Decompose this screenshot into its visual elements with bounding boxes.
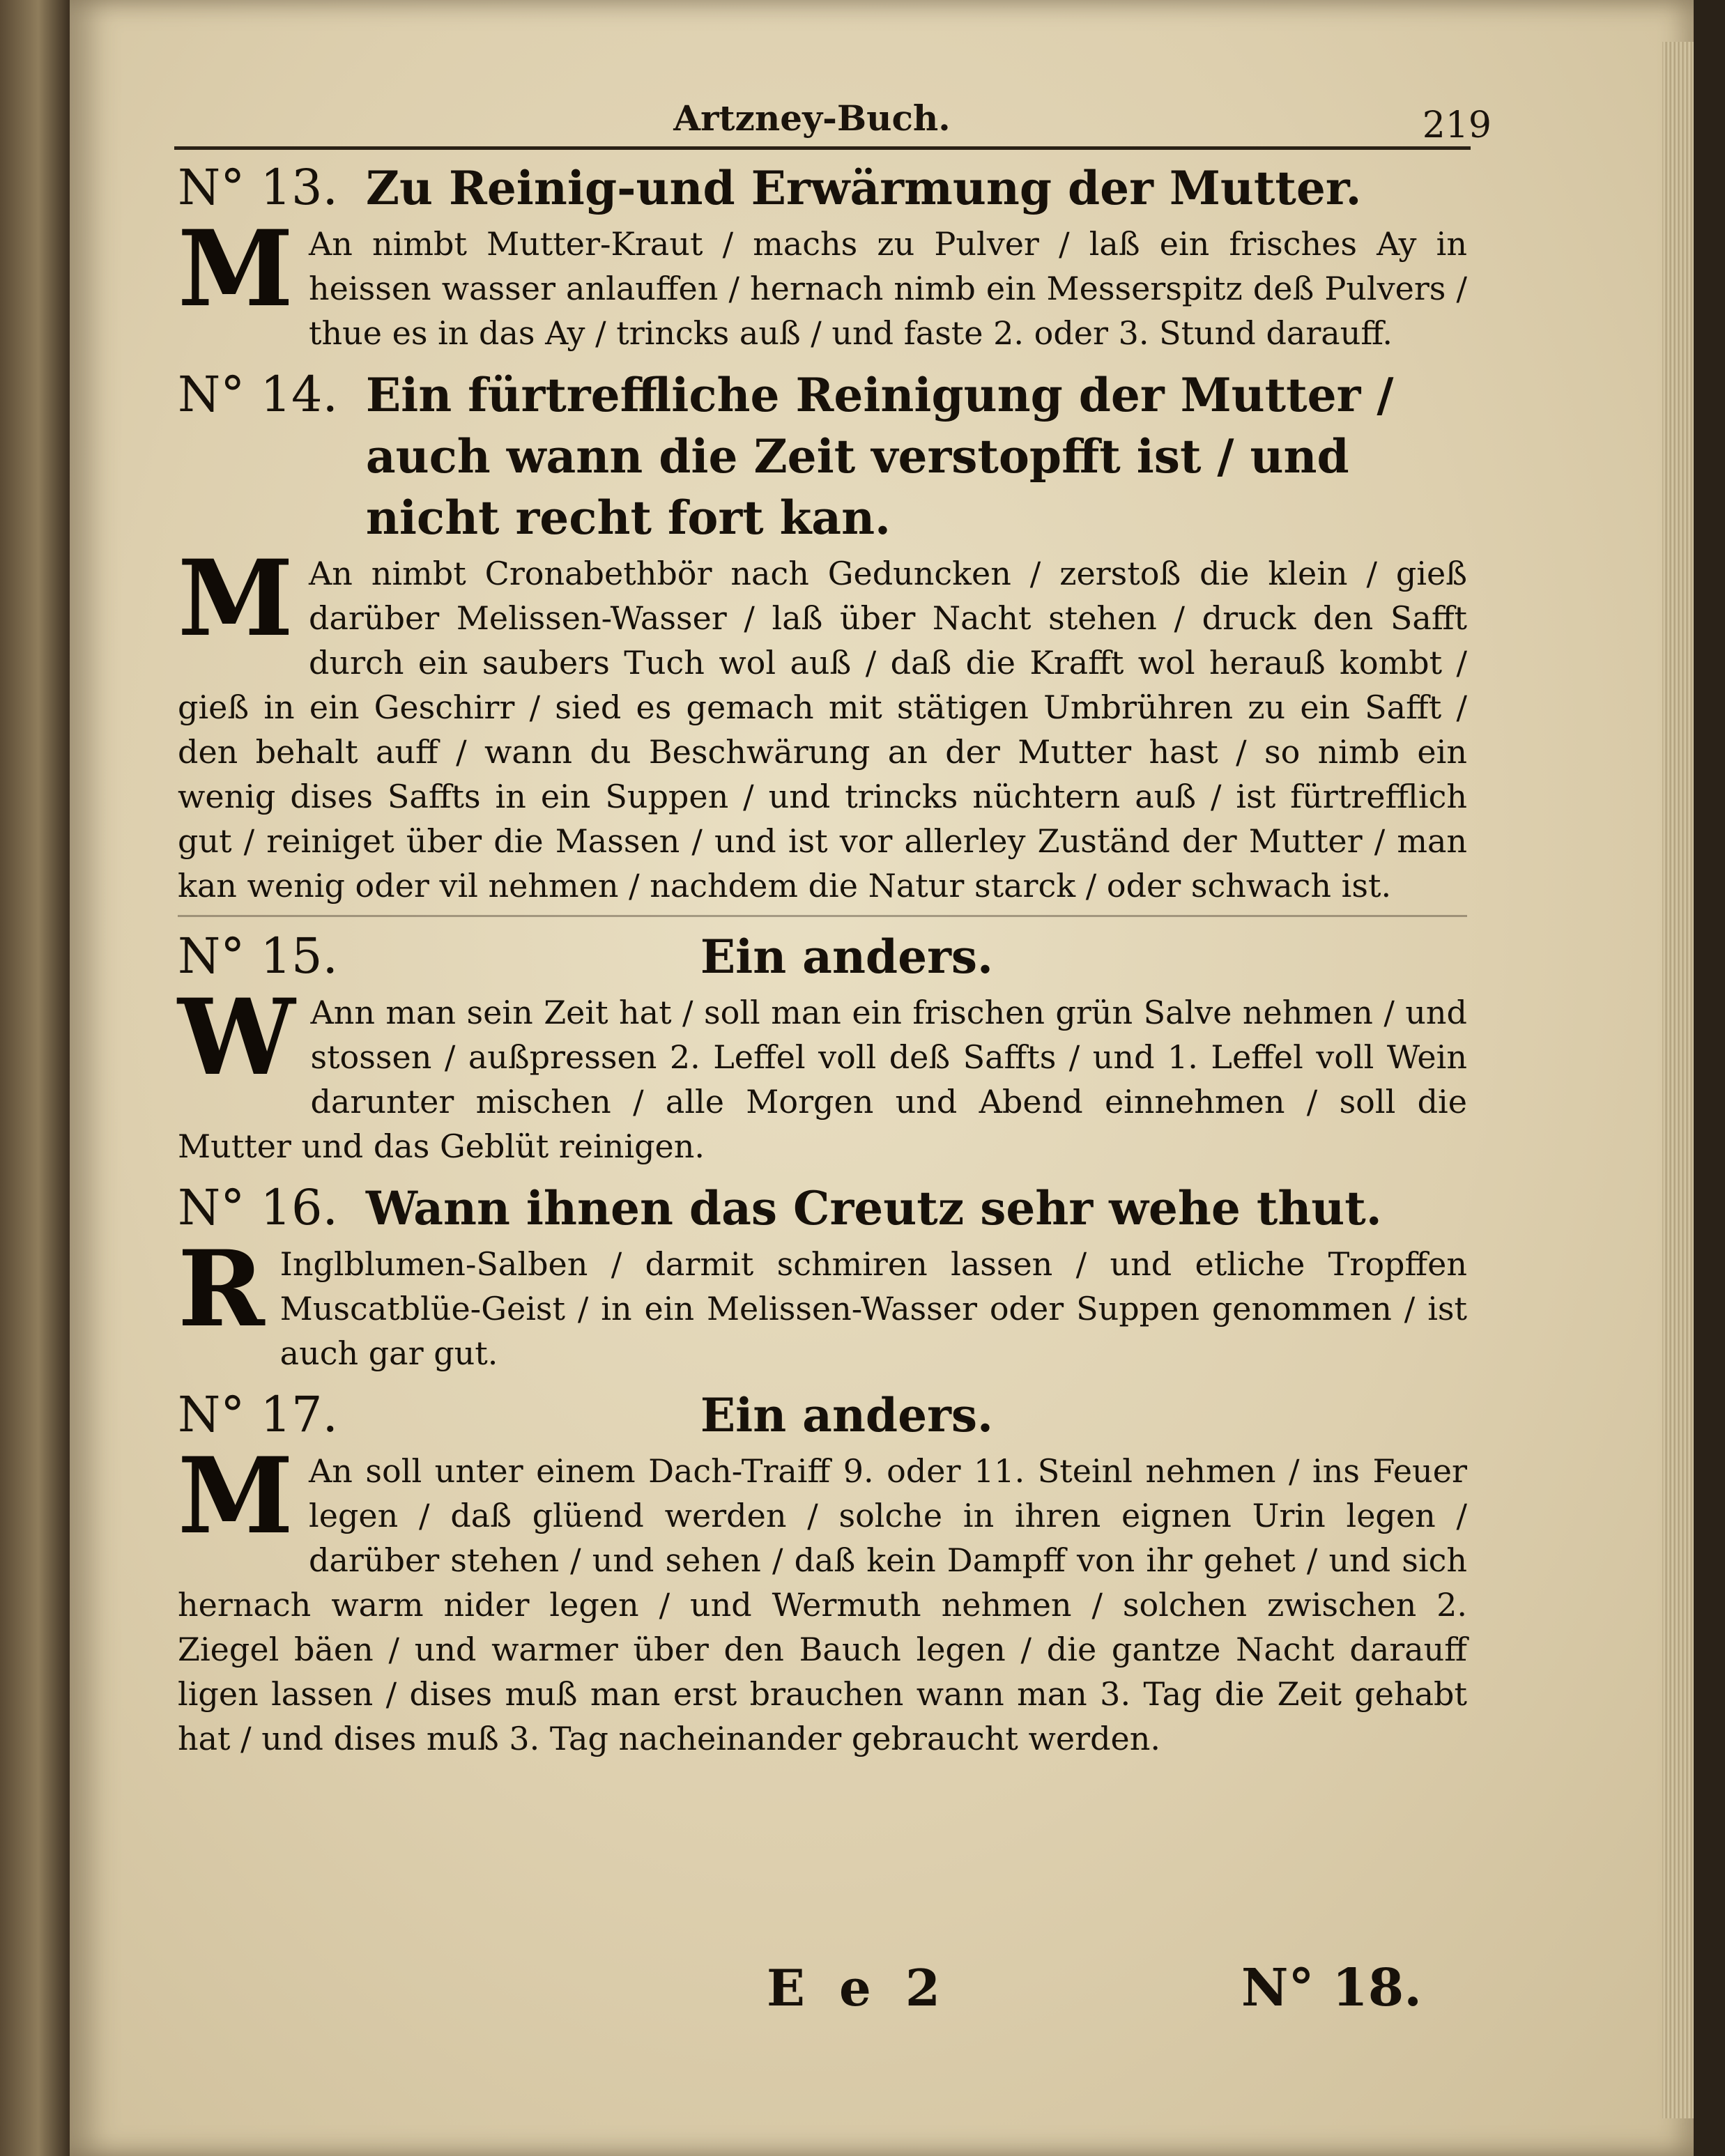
recipe-number: N° 16. [178,1179,338,1236]
recipe-text [178,1435,1467,1761]
catchword: N° 18. [1241,1958,1422,2018]
recipe-17 [178,1384,1467,1761]
page-content [178,157,1467,1982]
left-page-edge [0,0,70,2156]
recipe-number: N° 15. [178,927,338,985]
recipe-14 [178,364,1467,917]
drop-cap: M [178,1435,294,1557]
recipe-body: An soll unter einem Dach-Traiff 9. oder 11. Steinl nehmen / ins Feuer legen / daß glüend werden / solche in ihren eignen Urin legen / darüber stehen / und sehen / daß kein Dampff von ihr gehet / und sich hernach warm nider legen / und Wermuth nehmen / solchen zwischen 2. Ziegel bäen / und warmer über den Bauch legen / die gantze Nacht darauff ligen lassen / dises muß man erst brauchen wann man 3. Tag die Zeit gehabt hat / und dises muß 3. Tag nacheinander gebraucht werden. [178,1452,1467,1757]
header-rule [174,146,1471,150]
recipe-title: Ein anders. [700,1388,993,1442]
recipe-body: Ann man sein Zeit hat / soll man ein frischen grün Salve nehmen / und stossen / außpressen 2. Leffel voll deß Saffts / und 1. Leffel voll Wein darunter mischen / alle Morgen und Abend einnehmen / soll die Mutter und das Geblüt reinigen. [178,994,1467,1165]
section-divider [178,915,1467,917]
recipe-text [178,1228,1467,1376]
drop-cap: R [178,1228,265,1350]
recipe-number: N° 13. [178,159,338,216]
recipe-heading [178,925,1467,987]
recipe-title: Ein fürtreffliche Reinigung der Mutter / auch wann die Zeit verstopfft ist / und nicht recht fort kan. [365,368,1394,545]
recipe-title: Ein anders. [700,930,993,984]
recipe-heading [178,1177,1467,1239]
recipe-number: N° 17. [178,1386,338,1443]
recipe-16 [178,1177,1467,1376]
page-header [132,98,1492,153]
signature-mark: E e 2 [767,1958,949,2017]
running-title: Artzney-Buch. [673,98,951,139]
page-fore-edge [1662,42,1694,2118]
recipe-text [178,537,1467,908]
recipe-heading [178,364,1467,548]
recipe-body: Inglblumen-Salben / darmit schmiren lassen / und etliche Tropffen Muscatblüe-Geist / in ein Melissen-Wasser oder Suppen genommen / ist auch gar gut. [279,1245,1467,1372]
drop-cap: M [178,208,294,330]
recipe-body: An nimbt Cronabethbör nach Geduncken / zerstoß die klein / gieß darüber Melissen-Wasser / laß über Nacht stehen / druck den Safft durch ein saubers Tuch wol auß / daß die Krafft wol herauß kombt / gieß in ein Geschirr / sied es gemach mit stätigen Umbrühren zu ein Safft / den behalt auff / wann du Beschwärung an der Mutter hast / so nimb ein wenig dises Saffts in ein Suppen / und trincks nüchtern auß / ist fürtrefflich gut / reiniget über die Massen / und ist vor allerley Zuständ der Mutter / man kan wenig oder vil nehmen / nachdem die Natur starck / oder schwach ist. [178,555,1467,904]
drop-cap: W [178,976,296,1099]
drop-cap: M [178,537,294,660]
recipe-heading [178,157,1467,219]
recipe-text [178,976,1467,1169]
page-footer [767,1958,1464,2028]
recipe-title: Wann ihnen das Creutz sehr wehe thut. [365,1181,1382,1235]
recipe-number: N° 14. [178,366,338,423]
recipe-15 [178,925,1467,1169]
page-number: 219 [1422,105,1492,146]
recipe-body: An nimbt Mutter-Kraut / machs zu Pulver / laß ein frisches Ay in heissen wasser anlauffen / hernach nimb ein Messerspitz deß Pulvers / thue es in das Ay / trincks auß / und faste 2. oder 3. Stund darauff. [309,225,1467,352]
recipe-text [178,208,1467,355]
recipe-title: Zu Reinig-und Erwärmung der Mutter. [365,161,1362,215]
recipe-heading [178,1384,1467,1446]
recipe-13 [178,157,1467,355]
